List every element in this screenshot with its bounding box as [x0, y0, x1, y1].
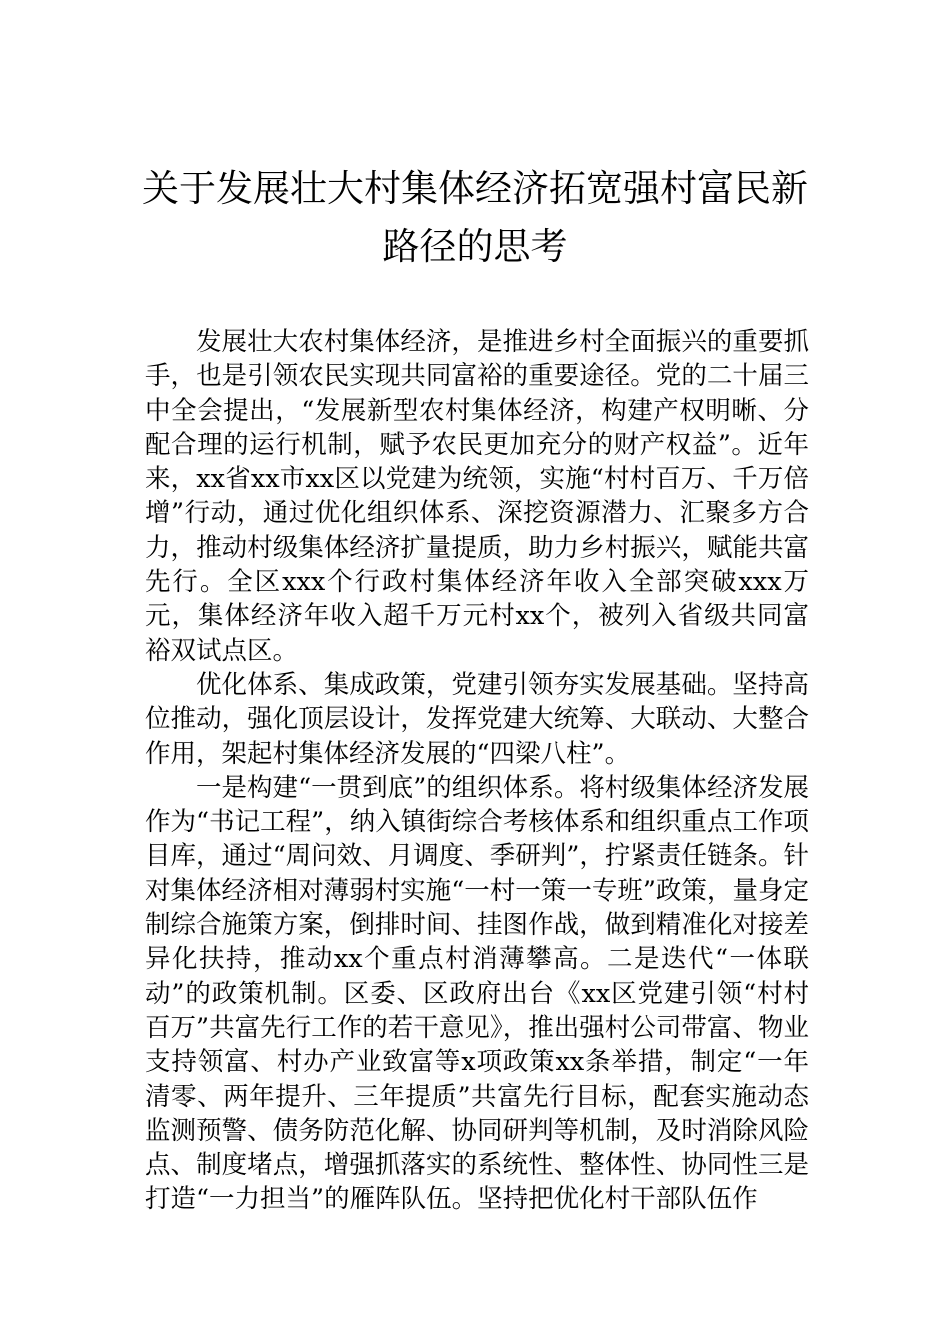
paragraph-section-heading: 优化体系、集成政策，党建引领夯实发展基础。坚持高位推动，强化顶层设计，发挥党建大统筹、大联动、大整合作用，架起村集体经济发展的“四梁八柱”。 [145, 669, 809, 769]
paragraph-intro: 发展壮大农村集体经济，是推进乡村全面振兴的重要抓手，也是引领农民实现共同富裕的重要途径。党的二十届三中全会提出，“发展新型农村集体经济，构建产权明晰、分配合理的运行机制，赋予农民更加充分的财产权益”。近年来，xx省xx市xx区以党建为统领，实施“村村百万、千万倍增”行动，通过优化组织体系、深挖资源潜力、汇聚多方合力，推动村级集体经济扩量提质，助力乡村振兴，赋能共富先行。全区xxx个行政村集体经济年收入全部突破xxx万元，集体经济年收入超千万元村xx个，被列入省级共同富裕双试点区。 [145, 327, 809, 666]
document-title-line-2: 路径的思考 [382, 225, 568, 268]
document-title-line-1: 关于发展壮大村集体经济拓宽强村富民新 [142, 167, 808, 210]
document-body [145, 325, 809, 1217]
document-title [140, 160, 810, 276]
paragraph-measures: 一是构建“一贯到底”的组织体系。将村级集体经济发展作为“书记工程”，纳入镇街综合考核体系和组织重点工作项目库，通过“周问效、月调度、季研判”，拧紧责任链条。针对集体经济相对薄弱村实施“一村一策一专班”政策，量身定制综合施策方案，倒排时间、挂图作战，做到精准化对接差异化扶持，推动xx个重点村消薄攀高。二是迭代“一体联动”的政策机制。区委、区政府出台《xx区党建引领“村村百万”共富先行工作的若干意见》，推出强村公司带富、物业支持领富、村办产业致富等x项政策xx条举措，制定“一年清零、两年提升、三年提质”共富先行目标，配套实施动态监测预警、债务防范化解、协同研判等机制，及时消除风险点、制度堵点，增强抓落实的系统性、整体性、协同性三是打造“一力担当”的雁阵队伍。坚持把优化村干部队伍作 [145, 772, 809, 1215]
